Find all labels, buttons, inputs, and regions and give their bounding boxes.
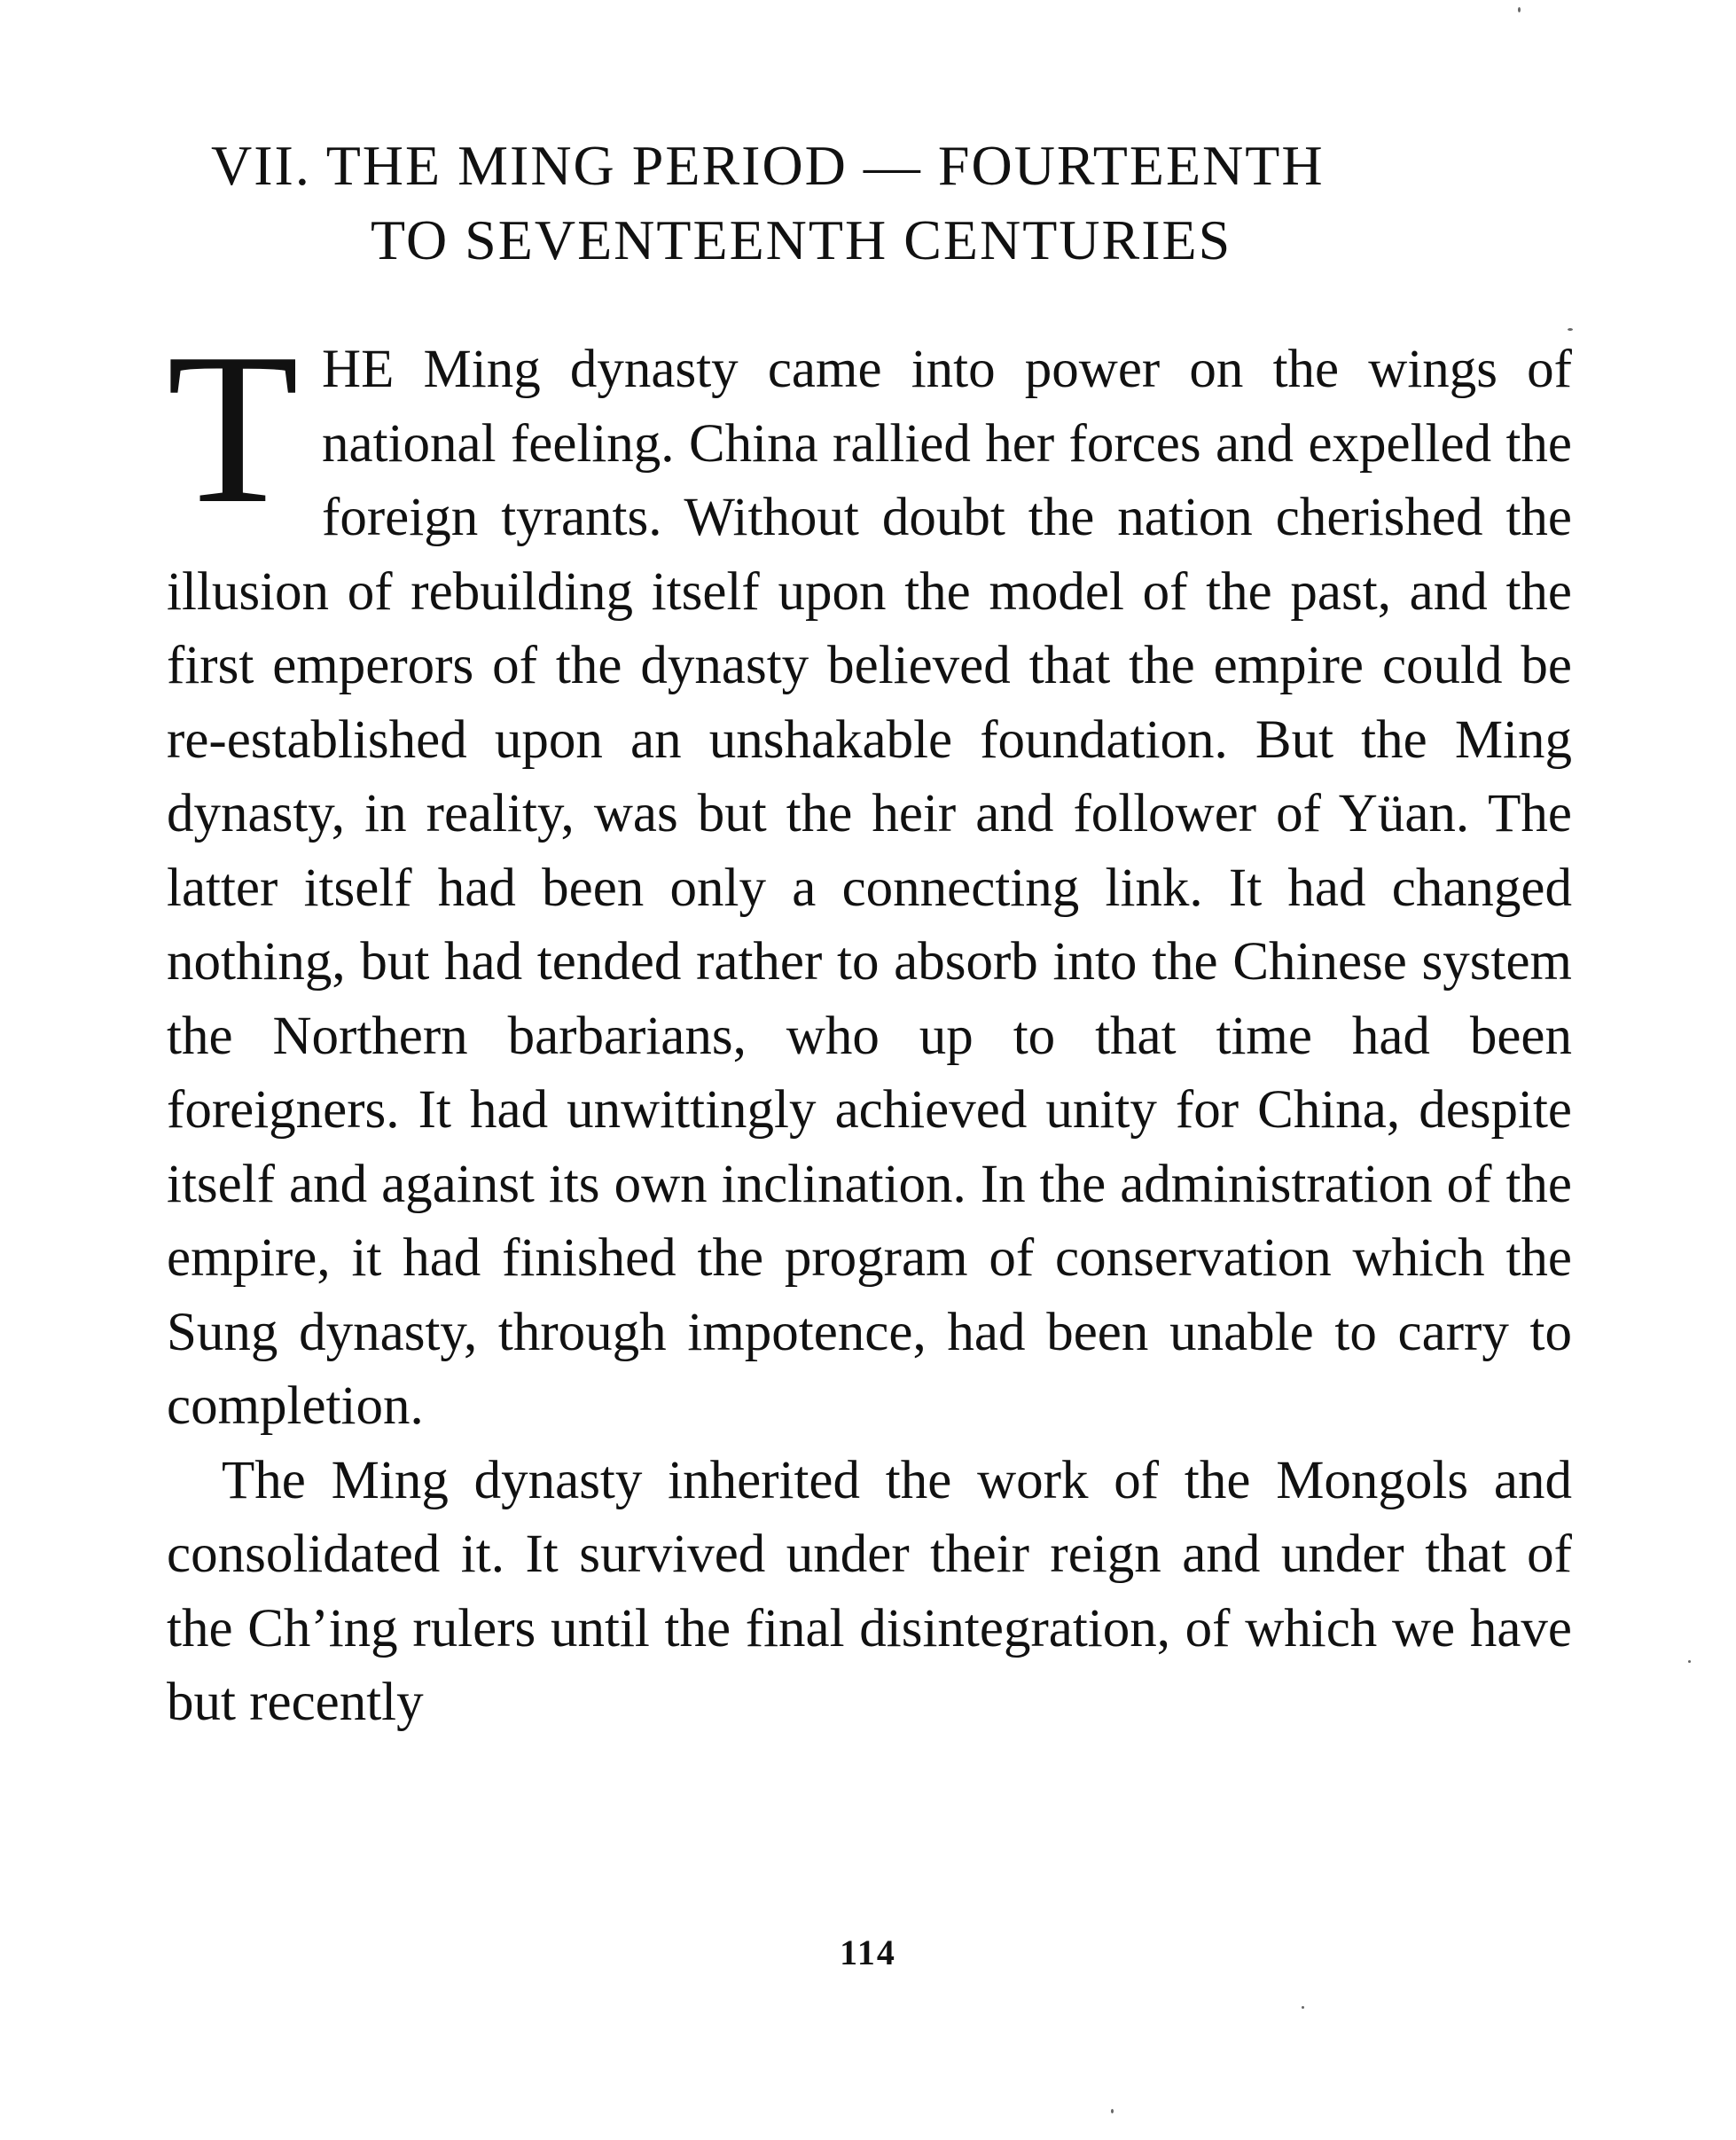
scan-speck [1688,1660,1691,1663]
drop-cap: T [167,309,300,548]
chapter-title [168,129,1578,278]
scan-speck [1518,7,1521,12]
scan-speck [1111,2109,1114,2113]
page-number: 114 [840,1932,896,1972]
scan-speck [1302,2006,1304,2009]
paragraph-1-text: HE Ming dynasty came into power on the wings of national feeling. China rallied her forces and expelled the foreign tyrants. Without doubt the nation cherished the illusion of rebuilding itself upon the model of the past, and the first emperors of the dynasty believed that the empire could be re-established upon an unshakable foundation. But the Ming dynasty, in reality, was but the heir and follower of Yüan. The latter itself had been only a connecting link. It had changed nothing, but had tended rather to absorb into the Chinese system the Northern barbarians, who up to that time had been foreigners. It had unwittingly achieved unity for China, despite itself and against its own inclination. In the administration of the empire, it had finished the program of conservation which the Sung dynasty, through impotence, had been unable to carry to completion. [167,340,1572,1436]
paragraph-2-text: The Ming dynasty inherited the work of the Mongols and consolidated it. It survived under their reign and under that of the Ch’ing rulers until the final disintegration, of which we have but recently [167,1450,1572,1732]
chapter-title-line-2: TO SEVENTEENTH CENTURIES [371,208,1232,271]
body-text [167,309,1572,1740]
scan-speck [1568,328,1573,331]
paragraph-1 [167,309,1572,1444]
chapter-title-line-1: VII. THE MING PERIOD — FOURTEENTH [211,134,1325,197]
paragraph-2 [167,1444,1572,1740]
